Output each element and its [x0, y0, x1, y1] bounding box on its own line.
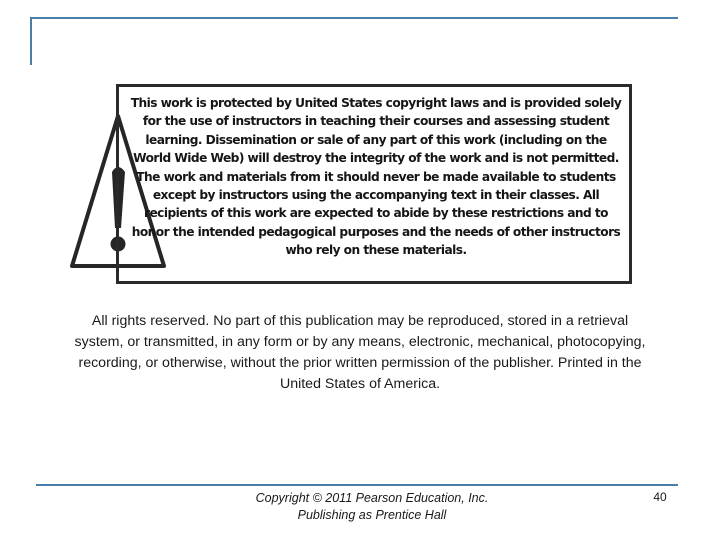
- footer-copyright-line2: Publishing as Prentice Hall: [297, 508, 447, 522]
- footer-copyright-line1: Copyright © 2011 Pearson Education, Inc.: [255, 491, 489, 505]
- page-number: 40: [653, 490, 667, 504]
- rights-statement: All rights reserved. No part of this publication may be reproduced, stored in a retrieval system, or transmitted, in any form or by any means, electronic, mechanical, photocopying, recording, or otherwise, without the prior written permission of the publisher. Printed in the United States of America.: [74, 313, 646, 392]
- left-accent-rule: [30, 17, 32, 65]
- footer-copyright: [222, 490, 522, 524]
- copyright-notice-image: [68, 80, 638, 290]
- top-rule: [30, 17, 678, 19]
- notice-text: This work is protected by United States copyright laws and is provided solely for the use of instructors in teaching their courses and assessing student learning. Dissemination or sale of any part of this work (including on the World Wide Web) will destroy the integrity of the work and is not permitted. The work and materials from it should never be made available to students except by instructors using the accompanying text in their classes. All recipients of this work are expected to abide by these restrictions and to honor the intended pedagogical purposes and the needs of other instructors who rely on these materials.: [130, 96, 622, 258]
- footer-rule: [36, 484, 678, 486]
